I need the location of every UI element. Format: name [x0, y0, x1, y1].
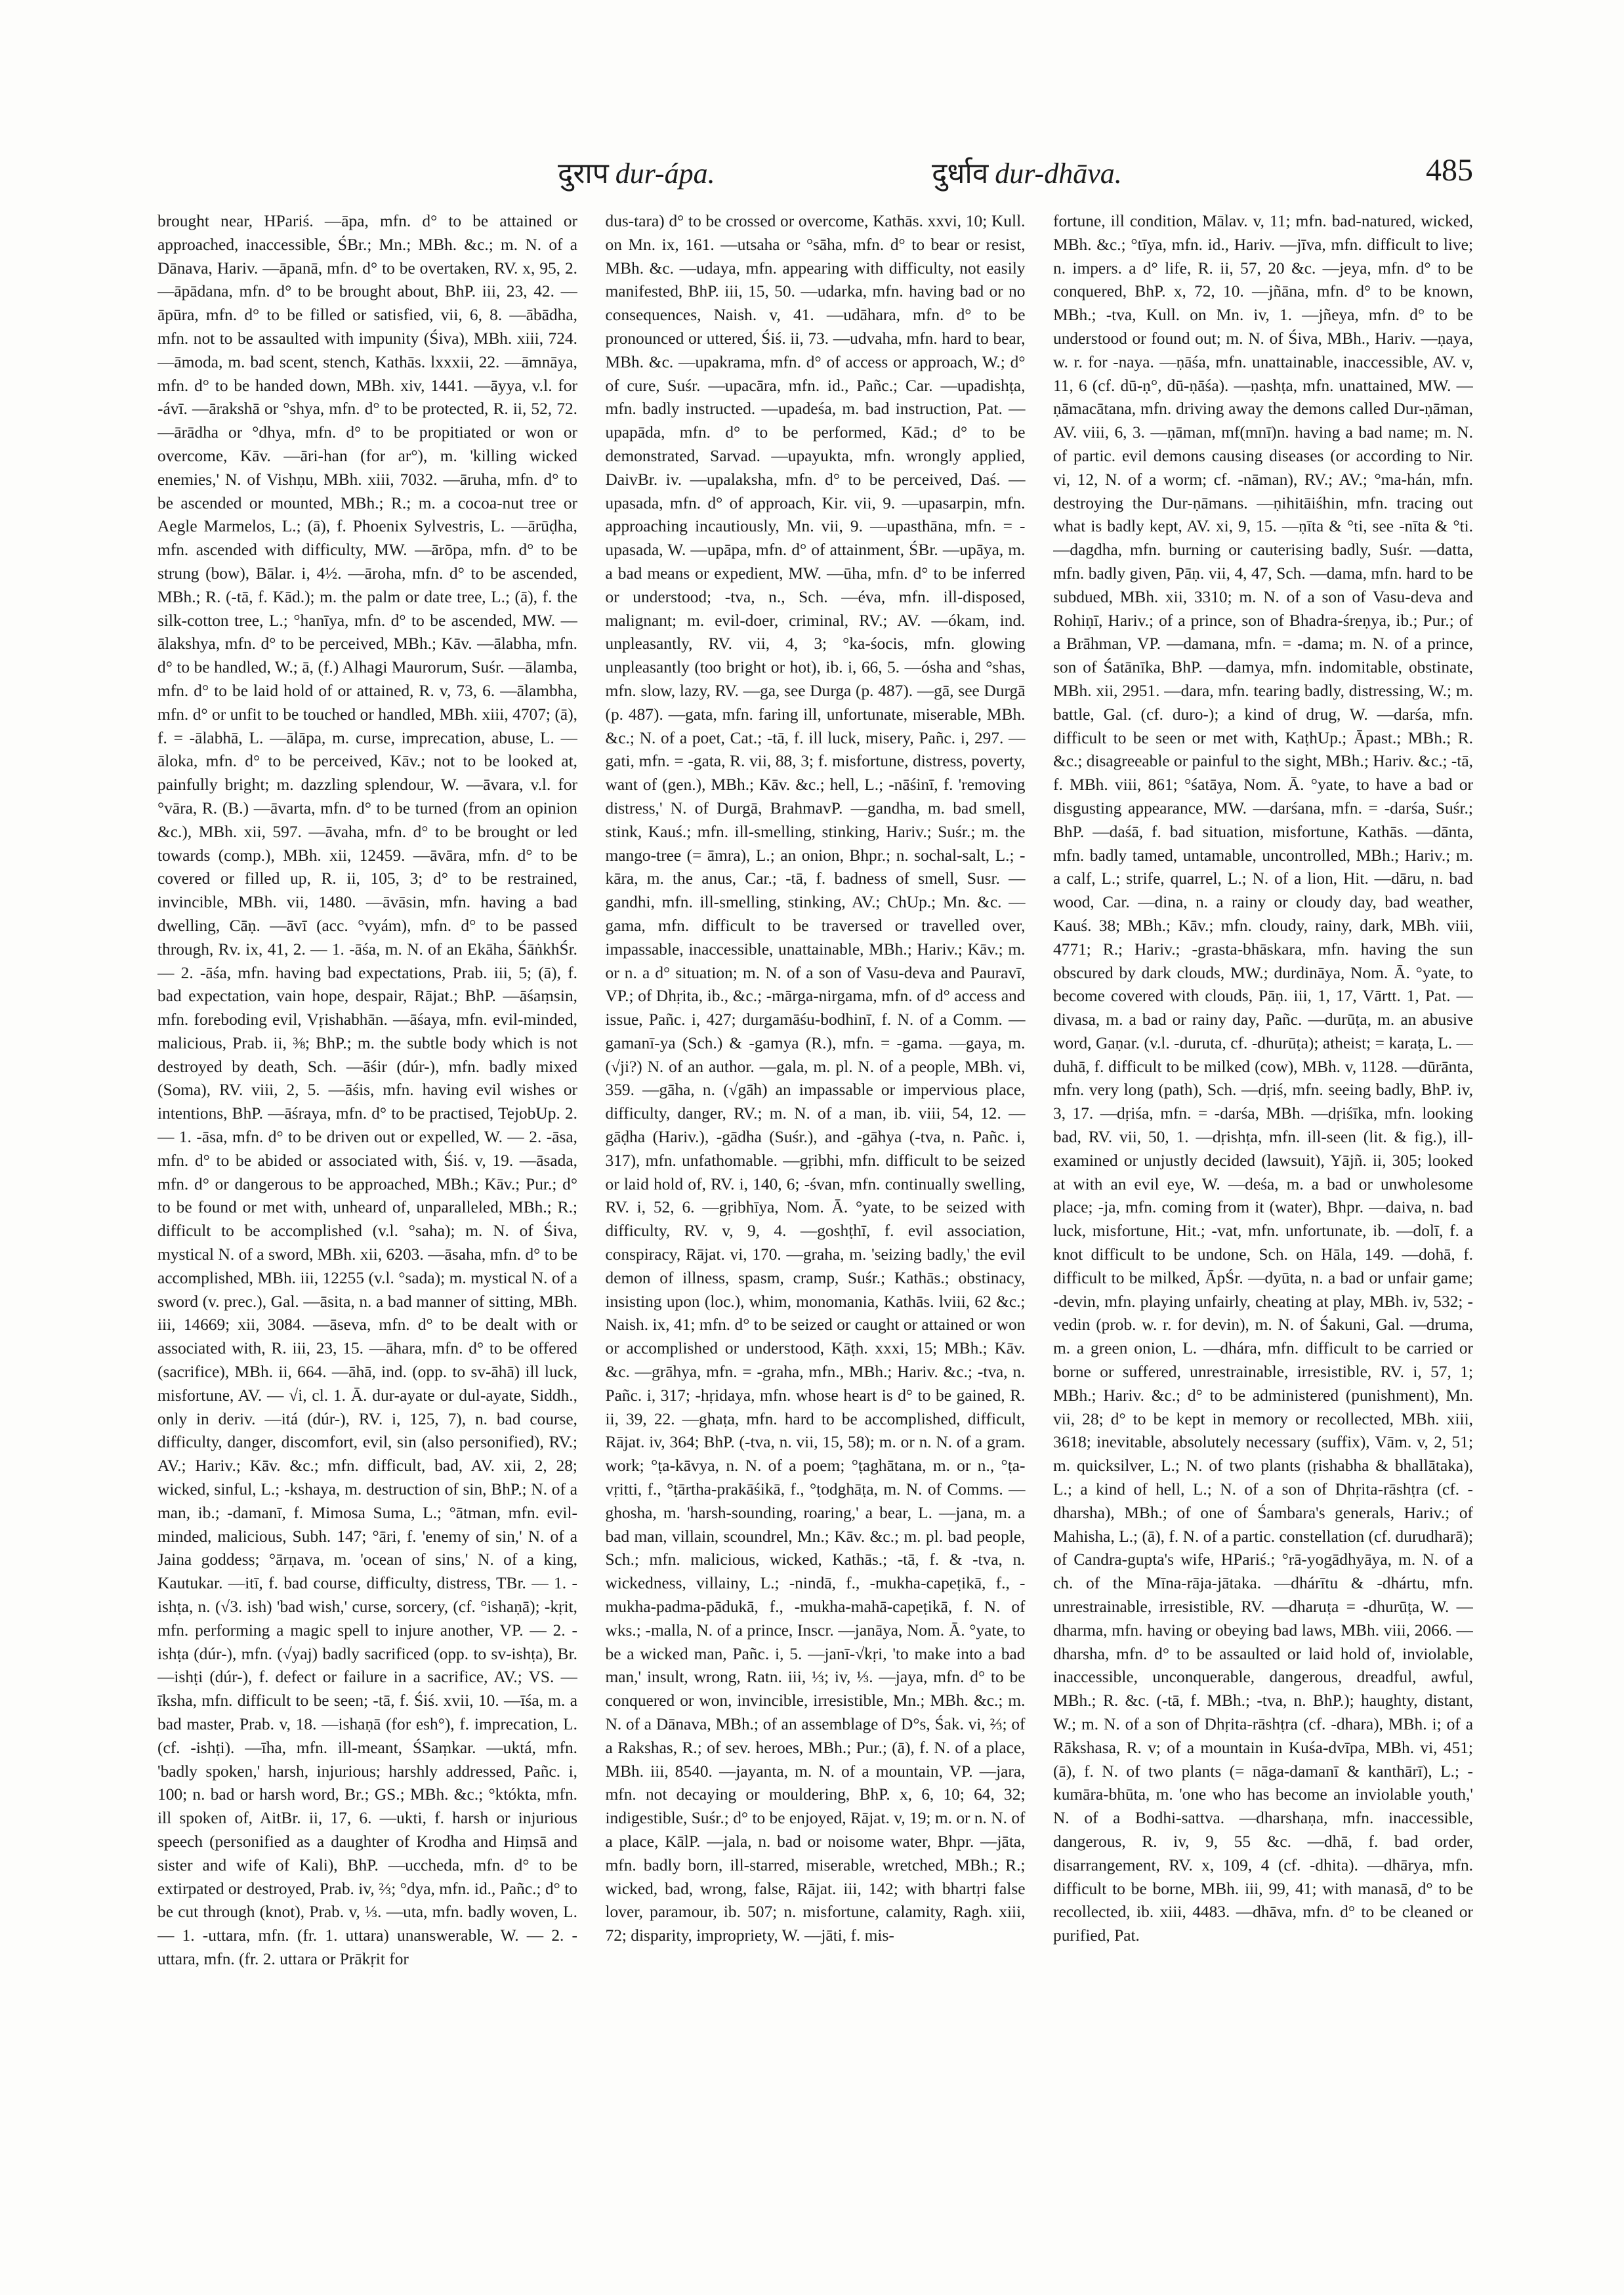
column-2: dus-tara) d° to be crossed or overcome, Kathās. xxvi, 10; Kull. on Mn. ix, 161. —utsaha or °sāha, mfn. d° to bear or resist, MBh. &c. —udaya, mfn. appearing with difficulty, not easily manifested, BhP. iii, 15, 50. —udarka, mfn. having bad or no consequences, Naish. v, 41. —udāhara, mfn. d° to be pronounced or uttered, Śiś. ii, 73. —udvaha, mfn. hard to bear, MBh. &c. —upakrama, mfn. d° of access or approach, W.; d° of cure, Suśr. —upacāra, mfn. id., Pañc.; Car. —upadishṭa, mfn. badly instructed. —upadeśa, m. bad instruction, Pat. —upapāda, mfn. d° to be performed, Kād.; d° to be demonstrated, Sarvad. —upayukta, mfn. wrongly applied, DaivBr. iv. —upalaksha, mfn. d° to be perceived, Daś. —upasada, mfn. d° of approach, Kir. vii, 9. —upasarpin, mfn. approaching incautiously, Mn. vii, 9. —upasthāna, mfn. = -upasada, W. —upāpa, mfn. d° of attainment, ŚBr. —upāya, m. a bad means or expedient, MW. —ūha, mfn. d° to be inferred or understood; -tva, n., Sch. —éva, mfn. ill-disposed, malignant; m. evil-doer, criminal, RV.; AV. —ókam, ind. unpleasantly, RV. vii, 4, 3; °ka-śocis, mfn. glowing unpleasantly (too bright or hot), ib. i, 66, 5. —ósha and °shas, mfn. slow, lazy, RV. —ga, see Durga (p. 487). —gā, see Durgā (p. 487). —gata, mfn. faring ill, unfortunate, miserable, MBh. &c.; N. of a poet, Cat.; -tā, f. ill luck, misery, Pañc. i, 297. —gati, mfn. = -gata, R. vii, 88, 3; f. misfortune, distress, poverty, want of (gen.), MBh.; Kāv. &c.; hell, L.; -nāśinī, f. 'removing distress,' N. of Durgā, BrahmavP. —gandha, m. bad smell, stink, Kauś.; mfn. ill-smelling, stinking, Hariv.; Suśr.; m. the mango-tree (= āmra), L.; an onion, Bhpr.; n. sochal-salt, L.; -kāra, m. the anus, Car.; -tā, f. badness of smell, Susr. —gandhi, mfn. ill-smelling, stinking, AV.; ChUp.; Mn. &c. —gama, mfn. difficult to be traversed or travelled over, impassable, inaccessible, unattainable, MBh.; Hariv.; Kāv.; m. or n. a d° situation; m. N. of a son of Vasu-deva and Pauravī, VP.; of Dhṛita, ib., &c.; -mārga-nirgama, mfn. of d° access and issue, Pañc. i, 427; durgamāśu-bodhinī, f. N. of a Comm. —gamanī-ya (Sch.) & -gamya (R.), mfn. = -gama. —gaya, m. (√ji?) N. of an author. —gala, m. pl. N. of a people, MBh. vi, 359. —gāha, n. (√gāh) an impassable or impervious place, difficulty, danger, RV.; m. N. of a man, ib. viii, 54, 12. —gāḍha (Hariv.), -gādha (Suśr.), and -gāhya (-tva, n. Pañc. i, 317), mfn. unfathomable. —gṛibhi, mfn. difficult to be seized or laid hold of, RV. i, 140, 6; -śvan, mfn. continually swelling, RV. i, 52, 6. —gṛibhīya, Nom. Ā. °yate, to be seized with difficulty, RV. v, 9, 4. —goshṭhī, f. evil association, conspiracy, Rājat. vi, 170. —graha, m. 'seizing badly,' the evil demon of illness, spasm, cramp, Suśr.; Kathās.; obstinacy, insisting upon (loc.), whim, monomania, Kathās. lviii, 62 &c.; Naish. ix, 41; mfn. d° to be seized or caught or attained or won or accomplished or understood, Kāṭh. xxxi, 15; MBh.; Kāv. &c. —grāhya, mfn. = -graha, mfn., MBh.; Hariv. &c.; -tva, n. Pañc. i, 317; -hṛidaya, mfn. whose heart is d° to be gained, R. ii, 39, 22. —ghaṭa, mfn. hard to be accomplished, difficult, Rājat. iv, 364; BhP. (-tva, n. vii, 15, 58); m. or n. N. of a gram. work; °ṭa-kāvya, n. N. of a poem; °ṭaghātana, m. or n., °ṭa-vṛitti, f., °ṭārtha-prakāśikā, f., °ṭodghāṭa, m. N. of Comms. —ghosha, m. 'harsh-sounding, roaring,' a bear, L. —jana, m. a bad man, villain, scoundrel, Mn.; Kāv. &c.; m. pl. bad people, Sch.; mfn. malicious, wicked, Kathās.; -tā, f. & -tva, n. wickedness, villainy, L.; -nindā, f., -mukha-capeṭikā, f., -mukha-padma-pādukā, f., -mukha-mahā-capeṭikā, f. N. of wks.; -malla, N. of a prince, Inscr. —janāya, Nom. Ā. °yate, to be a wicked man, Pañc. i, 5. —janī-√kṛi, 'to make into a bad man,' insult, wrong, Ratn. iii, ⅓; iv, ⅓. —jaya, mfn. d° to be conquered or won, invincible, irresistible, Mn.; MBh. &c.; m. N. of a Dānava, MBh.; of an assemblage of D°s, Śak. vi, ⅔; of a Rakshas, R.; of sev. heroes, MBh.; Pur.; (ā), f. N. of a place, MBh. iii, 8540. —jayanta, m. N. of a mountain, VP. —jara, mfn. not decaying or mouldering, BhP. x, 6, 10; 64, 32; indigestible, Suśr.; d° to be enjoyed, Rājat. v, 19; m. or n. N. of a place, KālP. —jala, n. bad or noisome water, Bhpr. —jāta, mfn. badly born, ill-starred, miserable, wretched, MBh.; R.; wicked, bad, wrong, false, Rājat. iii, 142; with bhartṛi false lover, paramour, ib. 507; n. misfortune, calamity, Ragh. xiii, 72; disparity, impropriety, W. —jāti, f. mis- — [605, 212, 1026, 1945]
right-headword-devanagari: दुर्धाव — [932, 157, 989, 190]
left-headword — [558, 152, 715, 192]
column-1: brought near, HPariś. —āpa, mfn. d° to be attained or approached, inaccessible, ŚBr.; Mn.; MBh. &c.; m. N. of a Dānava, Hariv. —āpanā, mfn. d° to be overtaken, RV. x, 95, 2. —āpādana, mfn. d° to be brought about, BhP. iii, 23, 42. —āpūra, mfn. d° to be filled or satisfied, vii, 6, 8. —ābādha, mfn. not to be assaulted with impunity (Śiva), MBh. xiii, 724. —āmoda, m. bad scent, stench, Kathās. lxxxii, 22. —āmnāya, mfn. d° to be handed down, MBh. xiv, 1441. —āyya, v.l. for -ávī. —ārakshā or °shya, mfn. d° to be protected, R. ii, 52, 72. —ārādha or °dhya, mfn. d° to be propitiated or won or overcome, Kāv. —āri-han (for ar°), m. 'killing wicked enemies,' N. of Vishṇu, MBh. xiii, 7032. —āruha, mfn. d° to be ascended or mounted, MBh.; R.; m. a cocoa-nut tree or Aegle Marmelos, L.; (ā), f. Phoenix Sylvestris, L. —ārūḍha, mfn. ascended with difficulty, MW. —ārōpa, mfn. d° to be strung (bow), Bālar. i, 4½. —āroha, mfn. d° to be ascended, MBh.; R. (-tā, f. Kād.); m. the palm or date tree, L.; (ā), f. the silk-cotton tree, L.; °hanīya, mfn. d° to be ascended, MW. —ālakshya, mfn. d° to be perceived, MBh.; Kāv. —ālabha, mfn. d° to be handled, W.; ā, (f.) Alhagi Maurorum, Suśr. —ālamba, mfn. d° to be laid hold of or attained, R. v, 73, 6. —ālambha, mfn. d° or unfit to be touched or handled, MBh. xiii, 4707; (ā), f. = -ālabhā, L. —ālāpa, m. curse, imprecation, abuse, L. —āloka, mfn. d° to be perceived, Kāv.; not to be looked at, painfully bright; m. dazzling splendour, W. —āvara, v.l. for °vāra, R. (B.) —āvarta, mfn. d° to be turned (from an opinion &c.), MBh. xii, 597. —āvaha, mfn. d° to be brought or led towards (comp.), MBh. xii, 12459. —āvāra, mfn. d° to be covered or filled up, R. ii, 105, 3; d° to be restrained, invincible, MBh. vii, 1480. —āvāsin, mfn. having a bad dwelling, Cāṇ. —āvī (acc. °vyám), mfn. d° to be passed through, Rv. ix, 41, 2. — 1. -āśa, m. N. of an Ekāha, ŚāṅkhŚr. — 2. -āśa, mfn. having bad expectations, Prab. iii, 5; (ā), f. bad expectation, vain hope, despair, Rājat.; BhP. —āśaṃsin, mfn. foreboding evil, Vṛishabhān. —āśaya, mfn. evil-minded, malicious, Prab. ii, ⅜; BhP.; m. the subtle body which is not destroyed by death, Sch. —āśir (dúr-), mfn. badly mixed (Soma), RV. viii, 2, 5. —āśis, mfn. having evil wishes or intentions, BhP. —āśraya, mfn. d° to be practised, TejobUp. 2. — 1. -āsa, mfn. d° to be driven out or expelled, W. — 2. -āsa, mfn. d° to be abided or associated with, Śiś. v, 19. —āsada, mfn. d° or dangerous to be approached, MBh.; Kāv.; Pur.; d° to be found or met with, unheard of, unparalleled, MBh.; R.; difficult to be accomplished (v.l. °saha); m. N. of Śiva, mystical N. of a sword, MBh. xii, 6203. —āsaha, mfn. d° to be accomplished, MBh. iii, 12255 (v.l. °sada); m. mystical N. of a sword (v. prec.), Gal. —āsita, n. a bad manner of sitting, MBh. iii, 14669; xii, 3084. —āseva, mfn. d° to be dealt with or associated with, R. iii, 23, 15. —āhara, mfn. d° to be offered (sacrifice), MBh. ii, 664. —āhā, ind. (opp. to sv-āhā) ill luck, misfortune, AV. — √i, cl. 1. Ā. dur-ayate or dul-ayate, Siddh., only in deriv. —itá (dúr-), RV. i, 125, 7), n. bad course, difficulty, danger, discomfort, evil, sin (also personified), RV.; AV.; Hariv.; Kāv. &c.; mfn. difficult, bad, AV. xii, 2, 28; wicked, sinful, L.; -kshaya, m. destruction of sin, BhP.; N. of a man, ib.; -damanī, f. Mimosa Suma, L.; °ātman, mfn. evil-minded, malicious, Subh. 147; °āri, f. 'enemy of sin,' N. of a Jaina goddess; °ārṇava, m. 'ocean of sins,' N. of a king, Kautukar. —itī, f. bad course, difficulty, distress, TBr. — 1. -ishṭa, n. (√3. ish) 'bad wish,' curse, sorcery, (cf. °ishaṇā); -kṛit, mfn. performing a magic spell to injure another, VP. — 2. -ishṭa (dúr-), mfn. (√yaj) badly sacrificed (opp. to sv-ishṭa), Br. —ishṭi (dúr-), f. defect or failure in a sacrifice, AV.; VS. —īksha, mfn. difficult to be seen; -tā, f. Śiś. xvii, 10. —īśa, m. a bad master, Prab. v, 18. —ishaṇā (for esh°), f. imprecation, L. (cf. -ishṭi). —īha, mfn. ill-meant, ŚSaṃkar. —uktá, mfn. 'badly spoken,' harsh, injurious; harshly addressed, Pañc. i, 100; n. bad or harsh word, Br.; GS.; MBh. &c.; °któkta, mfn. ill spoken of, AitBr. ii, 17, 6. —ukti, f. harsh or injurious speech (personified as a daughter of Krodha and Hiṃsā and sister and wife of Kali), BhP. —uccheda, mfn. d° to be extirpated or destroyed, Prab. iv, ⅔; °dya, mfn. id., Pañc.; d° to be cut through (knot), Prab. v, ⅓. —uta, mfn. badly woven, L. — 1. -uttara, mfn. (fr. 1. uttara) unanswerable, W. — 2. -uttara, mfn. (fr. 2. uttara or Prākṛit for — [157, 212, 577, 1968]
left-headword-devanagari: दुराप — [558, 157, 609, 190]
text-columns — [157, 210, 1473, 2224]
right-headword-roman: dur-dhāva. — [995, 157, 1122, 190]
page-header — [157, 152, 1473, 198]
left-headword-roman: dur-ápa. — [615, 157, 715, 190]
right-headword — [932, 152, 1122, 192]
page-number: 485 — [1426, 153, 1473, 188]
column-3: fortune, ill condition, Mālav. v, 11; mfn. bad-natured, wicked, MBh. &c.; °tīya, mfn. id., Hariv. —jīva, mfn. difficult to live; n. impers. a d° life, R. ii, 57, 20 &c. —jeya, mfn. d° to be conquered, BhP. x, 72, 10. —jñāna, mfn. d° to be known, MBh.; -tva, Kull. on Mn. iv, 1. —jñeya, mfn. d° to be understood or found out; m. N. of Śiva, MBh., Hariv. —ṇaya, w. r. for -naya. —ṇāśa, mfn. unattainable, inaccessible, AV. v, 11, 6 (cf. dū-ṇ°, dū-ṇāśa). —ṇashṭa, mfn. unattained, MW. —ṇāmacātana, mfn. driving away the demons called Dur-ṇāman, AV. viii, 6, 3. —ṇāman, mf(mnī)n. having a bad name; m. N. of partic. evil demons causing diseases (or according to Nir. vi, 12, N. of a worm; cf. -nāman), RV.; AV.; °ma-hán, mfn. destroying the Dur-ṇāmans. —ṇihitāiśhin, mfn. tracing out what is badly kept, AV. xi, 9, 15. —ṇīta & °ti, see -nīta & °ti. —dagdha, mfn. burning or cauterising badly, Suśr. —datta, mfn. badly given, Pāṇ. vii, 4, 47, Sch. —dama, mfn. hard to be subdued, MBh. xii, 3310; m. N. of a son of Vasu-deva and Rohiṇī, Hariv.; of a prince, son of Bhadra-śreṇya, ib.; Pur.; of a Brāhman, VP. —damana, mfn. = -dama; m. N. of a prince, son of Śatānīka, BhP. —damya, mfn. indomitable, obstinate, MBh. xii, 2951. —dara, mfn. tearing badly, distressing, W.; m. battle, Gal. (cf. duro-); a kind of drug, W. —darśa, mfn. difficult to be seen or met with, KaṭhUp.; Āpast.; MBh.; R. &c.; disagreeable or painful to the sight, MBh.; Hariv. &c.; -tā, f. MBh. viii, 861; °śatāya, Nom. Ā. °yate, to have a bad or disgusting appearance, MW. —darśana, mfn. = -darśa, Suśr.; BhP. —daśā, f. bad situation, misfortune, Kathās. —dānta, mfn. badly tamed, untamable, uncontrolled, MBh.; Hariv.; m. a calf, L.; strife, quarrel, L.; N. of a lion, Hit. —dāru, n. bad wood, Car. —dina, n. a rainy or cloudy day, bad weather, Kauś. 38; MBh.; Kāv.; mfn. cloudy, rainy, dark, MBh. viii, 4771; R.; Hariv.; -grasta-bhāskara, mfn. having the sun obscured by dark clouds, MW.; durdināya, Nom. Ā. °yate, to become covered with clouds, Pāṇ. iii, 1, 17, Vārtt. 1, Pat. —divasa, m. a bad or rainy day, Pañc. —durūṭa, m. an abusive word, Gaṇar. (v.l. -duruta, cf. -dhurūṭa); atheist; = karaṭa, L. —duhā, f. difficult to be milked (cow), MBh. v, 1128. —dūrānta, mfn. very long (path), Sch. —dṛiś, mfn. seeing badly, BhP. iv, 3, 17. —dṛiśa, mfn. = -darśa, MBh. —dṛiśīka, mfn. looking bad, RV. vii, 50, 1. —dṛishṭa, mfn. ill-seen (lit. & fig.), ill-examined or unjustly decided (lawsuit), Yājñ. ii, 305; looked at with an evil eye, W. —deśa, m. a bad or unwholesome place; -ja, mfn. coming from it (water), Bhpr. —daiva, n. bad luck, misfortune, Hit.; -vat, mfn. unfortunate, ib. —dolī, f. a knot difficult to be undone, Sch. on Hāla, 149. —dohā, f. difficult to be milked, ĀpŚr. —dyūta, n. a bad or unfair game; -devin, mfn. playing unfairly, cheating at play, MBh. iv, 532; -vedin (prob. w. r. for devin), m. N. of Śakuni, Gal. —druma, m. a green onion, L. —dhára, mfn. difficult to be carried or borne or suffered, unrestrainable, irresistible, RV. i, 57, 1; MBh.; Hariv. &c.; d° to be administered (punishment), Mn. vii, 28; d° to be kept in memory or recollected, MBh. xiii, 3618; inevitable, absolutely necessary (suffix), Vām. v, 2, 51; m. quicksilver, L.; N. of two plants (ṛishabha & bhallātaka), L.; a kind of hell, L.; N. of a son of Dhṛita-rāshṭra (cf. -dharsha), MBh.; of one of Śambara's generals, Hariv.; of Mahisha, L.; (ā), f. N. of a partic. constellation (cf. durudharā); of Candra-gupta's wife, HPariś.; °rā-yogādhyāya, m. N. of a ch. of the Mīna-rāja-jātaka. —dhárītu & -dhártu, mfn. unrestrainable, irresistible, RV. —dharuṭa = -dhurūṭa, W. —dharma, mfn. having or obeying bad laws, MBh. viii, 2066. —dharsha, mfn. d° to be assaulted or laid hold of, inviolable, inaccessible, unconquerable, dangerous, dreadful, awful, MBh.; R. &c. (-tā, f. MBh.; -tva, n. BhP.); haughty, distant, W.; m. N. of a son of Dhṛita-rāshṭra (cf. -dhara), MBh. i; of a Rākshasa, R. v; of a mountain in Kuśa-dvīpa, MBh. vi, 451; (ā), f. N. of two plants (= nāga-damanī & kanthārī), L.; -kumāra-bhūta, m. 'one who has become an inviolable youth,' N. of a Bodhi-sattva. —dharshaṇa, mfn. inaccessible, dangerous, R. iv, 9, 55 &c. —dhā, f. bad order, disarrangement, RV. x, 109, 4 (cf. -dhita). —dhārya, mfn. difficult to be borne, MBh. iii, 99, 41; with manasā, d° to be recollected, ib. xiii, 4483. —dhāva, mfn. d° to be cleaned or purified, Pat. — [1053, 212, 1473, 1945]
